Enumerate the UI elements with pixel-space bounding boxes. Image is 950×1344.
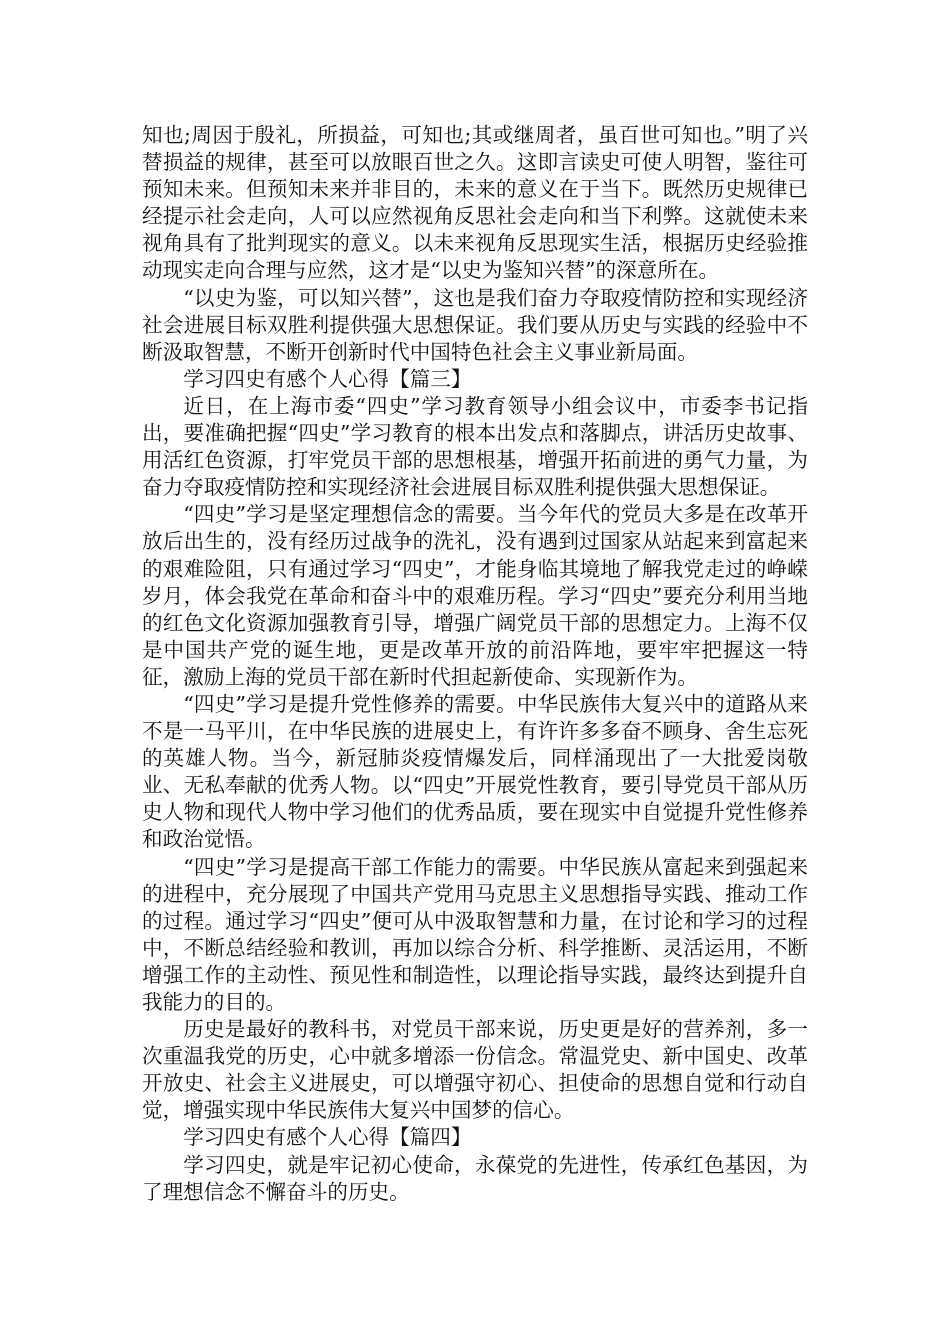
paragraph: 历史是最好的教科书，对党员干部来说，历史更是好的营养剂，多一次重温我党的历史，心中就多增添一份信念。常温党史、新中国史、改革开放史、社会主义进展史，可以增强守初心、担使命的思想自觉和行动自觉，增强实现中华民族伟大复兴中国梦的信心。 [142,1017,808,1123]
paragraph: 学习四史，就是牢记初心使命，永葆党的先进性，传承红色基因，为了理想信念不懈奋斗的历史。 [142,1152,808,1204]
document-page [142,122,808,1206]
paragraph: “四史”学习是坚定理想信念的需要。当今年代的党员大多是在改革开放后出生的，没有经历过战争的洗礼，没有遇到过国家从站起来到富起来的艰难险阻，只有通过学习“四史”，才能身临其境地了解我党走过的峥嵘岁月，体会我党在革命和奋斗中的艰难历程。学习“四史”要充分利用当地的红色文化资源加强教育引导，增强广阔党员干部的思想定力。上海不仅是中国共产党的诞生地，更是改革开放的前沿阵地，要牢牢把握这一特征，激励上海的党员干部在新时代担起新使命、实现新作为。 [142,502,808,689]
section-heading-part-3: 学习四史有感个人心得【篇三】 [183,366,472,391]
paragraph: “四史”学习是提高干部工作能力的需要。中华民族从富起来到强起来的进程中，充分展现了中国共产党用马克思主义思想指导实践、推动工作的过程。通过学习“四史”便可从中汲取智慧和力量，在讨论和学习的过程中，不断总结经验和教训，再加以综合分析、科学推断、灵活运用，不断增强工作的主动性、预见性和制造性，以理论指导实践，最终达到提升自我能力的目的。 [142,854,808,1014]
paragraph: “以史为鉴，可以知兴替”，这也是我们奋力夺取疫情防控和实现经济社会进展目标双胜利提供强大思想保证。我们要从历史与实践的经验中不断汲取智慧，不断开创新时代中国特色社会主义事业新局面。 [142,285,808,364]
paragraph-continuation: 知也;周因于殷礼，所损益，可知也;其或继周者，虽百世可知也。”明了兴替损益的规律，甚至可以放眼百世之久。这即言读史可使人明智，鉴往可预知未来。但预知未来并非目的，未来的意义在于当下。既然历史规律已经提示社会走向，人可以应然视角反思社会走向和当下利弊。这就使未来视角具有了批判现实的意义。以未来视角反思现实生活，根据历史经验推动现实走向合理与应然，这才是“以史为鉴知兴替”的深意所在。 [142,123,808,283]
paragraph: 近日，在上海市委“四史”学习教育领导小组会议中，市委李书记指出，要准确把握“四史”学习教育的根本出发点和落脚点，讲活历史故事、用活红色资源，打牢党员干部的思想根基，增强开拓前进的勇气力量，为奋力夺取疫情防控和实现经济社会进展目标双胜利提供强大思想保证。 [142,393,808,500]
paragraph: “四史”学习是提升党性修养的需要。中华民族伟大复兴中的道路从来不是一马平川，在中华民族的进展史上，有许许多多奋不顾身、舍生忘死的英雄人物。当今，新冠肺炎疫情爆发后，同样涌现出了一大批爱岗敬业、无私奉献的优秀人物。以“四史”开展党性教育，要引导党员干部从历史人物和现代人物中学习他们的优秀品质，要在现实中自觉提升党性修养和政治觉悟。 [142,691,808,852]
section-heading-part-4: 学习四史有感个人心得【篇四】 [183,1125,472,1150]
